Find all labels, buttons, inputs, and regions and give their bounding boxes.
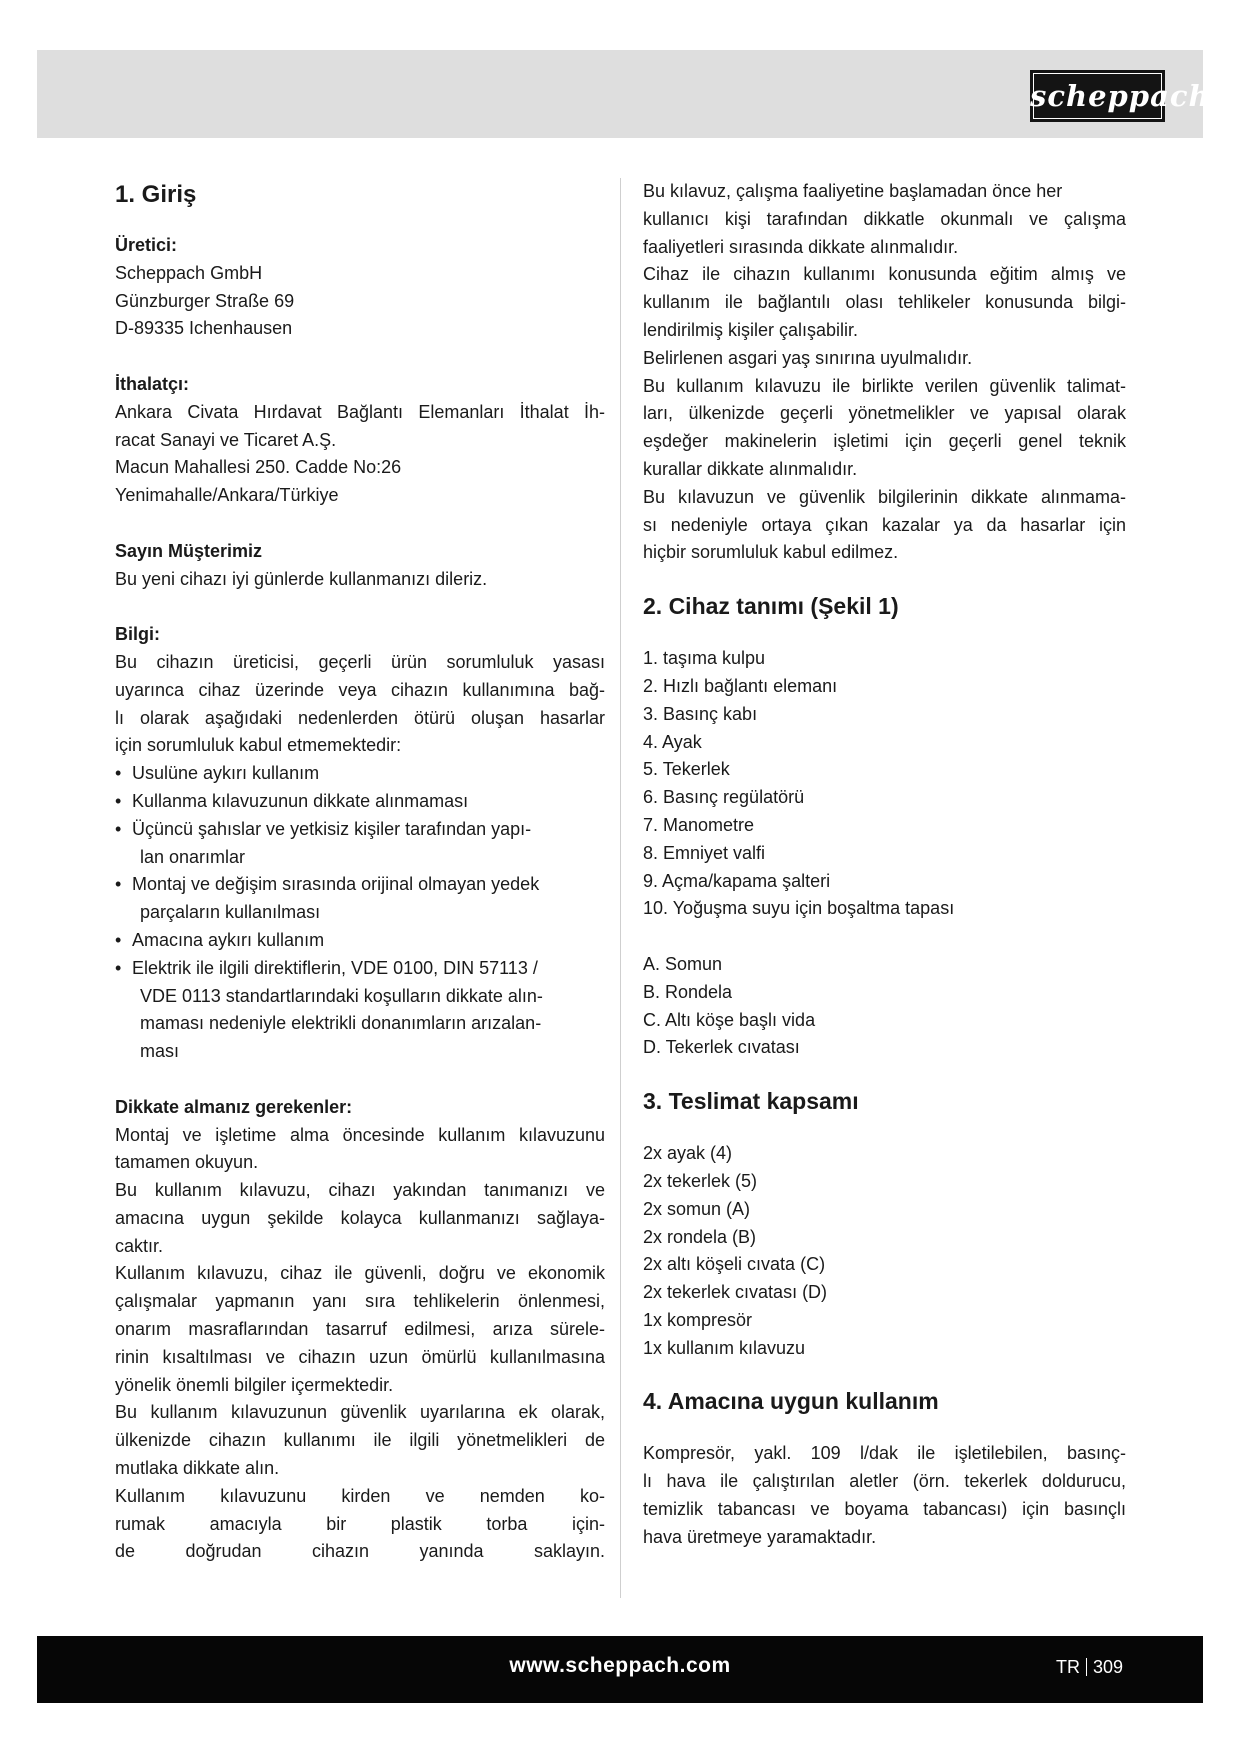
address-line: Günzburger Straße 69 (115, 290, 295, 311)
text-line: Kompresör, yakl. 109 l/dak ile işletilebilen, basınç- (643, 1443, 1126, 1464)
manufacturer-address (115, 260, 605, 343)
hardware-item: D. Tekerlek cıvatası (643, 1037, 800, 1058)
customer-text: Bu yeni cihazı iyi günlerde kullanmanızı dileriz. (115, 568, 488, 589)
text-line: Kullanım kılavuzu, cihaz ile güvenli, doğru ve ekonomik (115, 1263, 605, 1284)
page-num: 309 (1092, 1657, 1123, 1677)
text-line: Bu kullanım kılavuzunun güvenlik uyarılarına ek olarak, (115, 1402, 605, 1423)
list-item-continuation: maması nedeniyle elektrikli donanımların arızalan- (140, 1013, 542, 1034)
right-column (643, 178, 1126, 1552)
address-line: racat Sanayi ve Ticaret A.Ş. (115, 429, 337, 450)
importer-heading: İthalatçı: (115, 373, 190, 394)
hardware-list (643, 951, 1126, 1062)
list-item-text: • Usulüne aykırı kullanım (132, 763, 320, 784)
text-line: eşdeğer makinelerin işletimi için geçerli genel teknik (643, 431, 1126, 452)
delivery-item: 2x rondela (B) (643, 1226, 757, 1247)
text-line: kullanım ile bağlantılı olası tehlikeler konusunda bilgi- (643, 292, 1126, 313)
address-line: D-89335 Ichenhausen (115, 318, 293, 339)
text-line: çalışmalar yapmanın yanı sıra tehlikelerin önlenmesi, (115, 1291, 605, 1312)
notes-heading: Dikkate almanız gerekenler: (115, 1096, 353, 1117)
text-line: lendirilmiş kişiler çalışabilir. (643, 319, 859, 340)
hardware-item: C. Altı köşe başlı vida (643, 1009, 816, 1030)
text-line: de doğrudan cihazın yanında saklayın. (115, 1541, 605, 1562)
address-line: Yenimahalle/Ankara/Türkiye (115, 485, 339, 506)
text-line: hava üretmeye yaramaktadır. (643, 1526, 877, 1547)
text-line: Bu cihazın üreticisi, geçerli ürün sorumluluk yasası (115, 651, 605, 672)
text-line: Montaj ve işletime alma öncesinde kullanım kılavuzunu (115, 1124, 605, 1145)
address-line: Ankara Civata Hırdavat Bağlantı Elemanları İthalat İh- (115, 401, 605, 422)
part-item: 8. Emniyet valfi (643, 842, 766, 863)
part-item: 7. Manometre (643, 814, 755, 835)
text-line: faaliyetleri sırasında dikkate alınmalıdır. (643, 236, 959, 257)
section-3-title: 3. Teslimat kapsamı (643, 1088, 859, 1115)
list-item-continuation: VDE 0113 standartlarındaki koşulların dikkate alın- (140, 985, 543, 1006)
text-line: için sorumluluk kabul etmemektedir: (115, 735, 402, 756)
brand-logo: scheppach (1030, 70, 1165, 122)
delivery-item: 2x tekerlek cıvatası (D) (643, 1282, 828, 1303)
page-number (1056, 1636, 1123, 1698)
info-heading: Bilgi: (115, 624, 160, 645)
section-4-title: 4. Amacına uygun kullanım (643, 1388, 939, 1415)
info-text (115, 649, 605, 760)
text-line: Bu kılavuzun ve güvenlik bilgilerinin dikkate alınmama- (643, 486, 1126, 507)
text-line: Bu kullanım kılavuzu, cihazı yakından tanımanızı ve (115, 1180, 605, 1201)
part-item: 10. Yoğuşma suyu için boşaltma tapası (643, 898, 955, 919)
text-line: Bu kullanım kılavuzu ile birlikte verilen güvenlik talimat- (643, 375, 1126, 396)
list-item-continuation: lan onarımlar (140, 846, 246, 867)
usage-text (643, 1440, 1126, 1551)
part-item: 2. Hızlı bağlantı elemanı (643, 675, 838, 696)
footer-url[interactable]: www.scheppach.com (509, 1654, 731, 1677)
delivery-list (643, 1140, 1126, 1362)
text-line: kurallar dikkate alınmalıdır. (643, 458, 858, 479)
liability-exclusions-list (115, 760, 605, 1066)
parts-list (643, 645, 1126, 923)
list-item-text: • Elektrik ile ilgili direktiflerin, VDE 0100, DIN 57113 / (132, 957, 538, 978)
list-item-text: • Montaj ve değişim sırasında orijinal olmayan yedek (132, 874, 540, 895)
part-item: 4. Ayak (643, 731, 702, 752)
text-line: Kullanım kılavuzunu kirden ve nemden ko- (115, 1485, 605, 1506)
list-item (115, 927, 605, 955)
text-line: temizlik tabancası ve boyama tabancası) için basınçlı (643, 1499, 1126, 1520)
text-line: amacına uygun şekilde kolayca kullanmanızı sağlaya- (115, 1207, 605, 1228)
delivery-item: 2x somun (A) (643, 1198, 751, 1219)
notes-text (115, 1122, 605, 1567)
part-item: 6. Basınç regülatörü (643, 787, 805, 808)
text-line: tamamen okuyun. (115, 1152, 259, 1173)
address-line: Macun Mahallesi 250. Cadde No:26 (115, 457, 402, 478)
list-item (115, 788, 605, 816)
part-item: 9. Açma/kapama şalteri (643, 870, 831, 891)
delivery-item: 1x kullanım kılavuzu (643, 1337, 806, 1358)
left-column (115, 178, 605, 1566)
hardware-item: A. Somun (643, 953, 723, 974)
part-item: 3. Basınç kabı (643, 703, 758, 724)
list-item (115, 816, 605, 872)
section-2-title: 2. Cihaz tanımı (Şekil 1) (643, 593, 899, 620)
header-band (37, 50, 1203, 138)
text-line: Cihaz ile cihazın kullanımı konusunda eğitim almış ve (643, 264, 1126, 285)
list-item-text: • Amacına aykırı kullanım (132, 929, 325, 950)
manufacturer-heading: Üretici: (115, 235, 178, 255)
customer-heading: Sayın Müşterimiz (115, 540, 263, 561)
language-code: TR (1055, 1657, 1080, 1677)
text-line: ülkenizde cihazın kullanımı ile ilgili yönetmelikleri de (115, 1430, 605, 1451)
list-item (115, 760, 605, 788)
list-item-text: • Üçüncü şahıslar ve yetkisiz kişiler tarafından yapı- (132, 818, 532, 839)
address-line: Scheppach GmbH (115, 262, 263, 283)
delivery-item: 2x altı köşeli cıvata (C) (643, 1254, 826, 1275)
text-line: mutlaka dikkate alın. (115, 1458, 280, 1479)
delivery-item: 2x ayak (4) (643, 1143, 733, 1164)
list-item (115, 955, 605, 1066)
list-item-continuation: ması (140, 1041, 180, 1062)
text-line: yönelik önemli bilgiler içermektedir. (115, 1374, 394, 1395)
text-line: hiçbir sorumluluk kabul edilmez. (643, 542, 899, 563)
intro-text (643, 178, 1126, 567)
text-line: rinin kısaltılması ve cihazın uzun ömürlü kullanılmasına (115, 1346, 605, 1367)
footer-bar (37, 1636, 1203, 1703)
hardware-item: B. Rondela (643, 981, 733, 1002)
text-line: lı olarak aşağıdaki nedenlerden ötürü oluşan hasarlar (115, 707, 605, 728)
text-line: onarım masraflarından tasarruf edilmesi, arıza sürele- (115, 1319, 605, 1340)
section-1-title: 1. Giriş (115, 181, 197, 208)
text-line: uyarınca cihaz üzerinde veya cihazın kullanımına bağ- (115, 679, 605, 700)
text-line: caktır. (115, 1235, 164, 1256)
delivery-item: 2x tekerlek (5) (643, 1170, 758, 1191)
column-divider (620, 178, 621, 1598)
text-line: rumak amacıyla bir plastik torba için- (115, 1513, 605, 1534)
text-line: sı nedeniyle ortaya çıkan kazalar ya da hasarlar için (643, 514, 1126, 535)
part-item: 5. Tekerlek (643, 759, 730, 780)
text-line: kullanıcı kişi tarafından dikkatle okunmalı ve çalışma (643, 208, 1126, 229)
text-line: Bu kılavuz, çalışma faaliyetine başlamadan önce her (643, 181, 1063, 201)
text-line: ları, ülkenizde geçerli yönetmelikler ve yapısal olarak (643, 403, 1126, 424)
list-item-text: • Kullanma kılavuzunun dikkate alınmaması (132, 790, 469, 811)
list-item (115, 871, 605, 927)
delivery-item: 1x kompresör (643, 1309, 753, 1330)
importer-address (115, 399, 605, 510)
part-item: 1. taşıma kulpu (643, 648, 766, 669)
text-line: Belirlenen asgari yaş sınırına uyulmalıdır. (643, 347, 973, 368)
list-item-continuation: parçaların kullanılması (140, 902, 321, 923)
text-line: lı hava ile çalıştırılan aletler (örn. tekerlek doldurucu, (643, 1471, 1126, 1492)
